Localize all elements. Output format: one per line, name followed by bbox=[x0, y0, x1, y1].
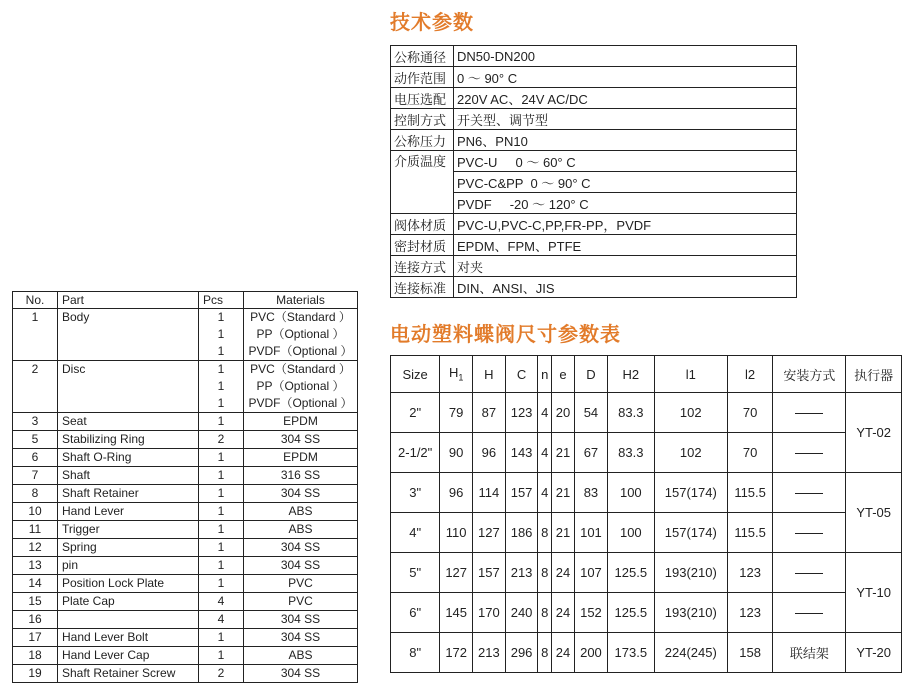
part-materials bbox=[244, 593, 358, 611]
parts-header-materials: Materials bbox=[244, 292, 358, 309]
dim-h: 157 bbox=[473, 553, 506, 593]
dim-actuator: YT-20 bbox=[846, 633, 902, 673]
dim-mount: 联结架 bbox=[773, 633, 846, 673]
part-material-value: EPDM bbox=[283, 414, 318, 428]
spec-value: 220V AC、24V AC/DC bbox=[454, 88, 797, 109]
part-pcs-value: 1 bbox=[217, 379, 225, 393]
part-pcs bbox=[199, 431, 244, 449]
spec-value: 开关型、调节型 bbox=[454, 109, 797, 130]
dim-actuator: YT-05 bbox=[846, 473, 902, 553]
dim-l2: 115.5 bbox=[727, 513, 773, 553]
dim-h1: 96 bbox=[440, 473, 473, 513]
part-no: 6 bbox=[13, 449, 58, 467]
part-pcs bbox=[199, 557, 244, 575]
part-no: 15 bbox=[13, 593, 58, 611]
spec-value: PVC-C&PP 0 ～ 90° C bbox=[454, 172, 797, 193]
part-pcs bbox=[199, 467, 244, 485]
part-no: 3 bbox=[13, 413, 58, 431]
dim-l2: 123 bbox=[727, 553, 773, 593]
dim-l2: 70 bbox=[727, 433, 773, 473]
spec-label: 公称压力 bbox=[391, 130, 454, 151]
parts-row bbox=[13, 539, 358, 557]
spec-row bbox=[391, 235, 797, 256]
dim-h: 213 bbox=[473, 633, 506, 673]
parts-row bbox=[13, 503, 358, 521]
spec-row bbox=[391, 151, 797, 172]
part-name: Position Lock Plate bbox=[58, 575, 199, 593]
parts-row bbox=[13, 485, 358, 503]
dim-size: 6" bbox=[391, 593, 440, 633]
parts-header-pcs: Pcs bbox=[199, 292, 244, 309]
dim-e: 21 bbox=[551, 513, 574, 553]
dim-h1: 172 bbox=[440, 633, 473, 673]
part-materials bbox=[244, 647, 358, 665]
dim-header-e: e bbox=[551, 356, 574, 393]
part-name: Spring bbox=[58, 539, 199, 557]
part-pcs-value: 2 bbox=[217, 666, 225, 680]
dim-mount bbox=[773, 433, 846, 473]
part-material-value: ABS bbox=[288, 648, 313, 662]
part-name: Stabilizing Ring bbox=[58, 431, 199, 449]
spec-label: 介质温度 bbox=[391, 151, 454, 214]
dim-h: 96 bbox=[473, 433, 506, 473]
part-pcs bbox=[199, 361, 244, 413]
spec-label: 动作范围 bbox=[391, 67, 454, 88]
part-materials bbox=[244, 629, 358, 647]
dim-h1: 110 bbox=[440, 513, 473, 553]
parts-row bbox=[13, 309, 358, 361]
dim-header-h: H bbox=[473, 356, 506, 393]
spec-value: DN50-DN200 bbox=[454, 46, 797, 67]
dim-n: 8 bbox=[538, 593, 552, 633]
dash-line bbox=[795, 533, 823, 534]
dim-c: 213 bbox=[505, 553, 538, 593]
part-material-value: EPDM bbox=[283, 450, 318, 464]
part-materials bbox=[244, 485, 358, 503]
part-no: 11 bbox=[13, 521, 58, 539]
dim-actuator: YT-02 bbox=[846, 393, 902, 473]
dim-h1: 90 bbox=[440, 433, 473, 473]
part-name: Hand Lever Bolt bbox=[58, 629, 199, 647]
dim-e: 24 bbox=[551, 553, 574, 593]
part-pcs bbox=[199, 503, 244, 521]
dim-h1: 79 bbox=[440, 393, 473, 433]
spec-value: PVDF -20 ～ 120° C bbox=[454, 193, 797, 214]
dim-row bbox=[391, 633, 902, 673]
parts-header-part: Part bbox=[58, 292, 199, 309]
dim-e: 21 bbox=[551, 473, 574, 513]
part-pcs-value: 1 bbox=[217, 310, 225, 324]
spec-row bbox=[391, 256, 797, 277]
parts-row bbox=[13, 575, 358, 593]
part-material-value: ABS bbox=[288, 522, 313, 536]
part-pcs-value: 1 bbox=[217, 576, 225, 590]
spec-row bbox=[391, 214, 797, 235]
spec-label: 阀体材质 bbox=[391, 214, 454, 235]
part-materials bbox=[244, 521, 358, 539]
dim-header-l1: l1 bbox=[654, 356, 727, 393]
dim-h: 114 bbox=[473, 473, 506, 513]
part-no: 7 bbox=[13, 467, 58, 485]
spec-row bbox=[391, 67, 797, 88]
part-material-value: 316 SS bbox=[280, 468, 321, 482]
dim-l1: 157(174) bbox=[654, 513, 727, 553]
parts-row bbox=[13, 647, 358, 665]
dim-d: 200 bbox=[575, 633, 608, 673]
parts-row bbox=[13, 611, 358, 629]
dim-c: 186 bbox=[505, 513, 538, 553]
spec-row bbox=[391, 109, 797, 130]
part-no: 10 bbox=[13, 503, 58, 521]
part-pcs-value: 1 bbox=[217, 450, 225, 464]
part-pcs-value: 2 bbox=[217, 432, 225, 446]
parts-row bbox=[13, 521, 358, 539]
parts-header-no: No. bbox=[13, 292, 58, 309]
dim-row bbox=[391, 513, 902, 553]
dim-d: 101 bbox=[575, 513, 608, 553]
part-name: Disc bbox=[58, 361, 199, 413]
part-name: Shaft Retainer bbox=[58, 485, 199, 503]
dim-mount bbox=[773, 513, 846, 553]
dim-d: 152 bbox=[575, 593, 608, 633]
part-pcs-value: 1 bbox=[217, 648, 225, 662]
part-no: 17 bbox=[13, 629, 58, 647]
spec-value: DIN、ANSI、JIS bbox=[454, 277, 797, 298]
dash-line bbox=[795, 413, 823, 414]
dim-n: 4 bbox=[538, 473, 552, 513]
dim-n: 4 bbox=[538, 433, 552, 473]
spec-value: 0 ～ 90° C bbox=[454, 67, 797, 88]
spec-label: 连接标准 bbox=[391, 277, 454, 298]
part-name: Shaft bbox=[58, 467, 199, 485]
dim-e: 24 bbox=[551, 593, 574, 633]
part-material-value: PP（Optional ） bbox=[256, 327, 345, 341]
spec-label: 电压选配 bbox=[391, 88, 454, 109]
part-no: 18 bbox=[13, 647, 58, 665]
part-materials bbox=[244, 413, 358, 431]
dash-line bbox=[795, 573, 823, 574]
parts-row bbox=[13, 449, 358, 467]
dim-d: 107 bbox=[575, 553, 608, 593]
part-pcs bbox=[199, 647, 244, 665]
dimensions-header-row bbox=[391, 356, 902, 393]
part-material-value: PVC bbox=[288, 594, 313, 608]
dash-line bbox=[795, 493, 823, 494]
dim-h2: 125.5 bbox=[607, 553, 654, 593]
part-pcs-value: 1 bbox=[217, 396, 225, 410]
part-pcs-value: 4 bbox=[217, 594, 225, 608]
part-pcs-value: 1 bbox=[217, 630, 225, 644]
dim-row bbox=[391, 473, 902, 513]
dim-h: 170 bbox=[473, 593, 506, 633]
dimensions-title: 电动塑料蝶阀尺寸参数表 bbox=[390, 322, 621, 346]
dim-row bbox=[391, 393, 902, 433]
part-name: Shaft Retainer Screw bbox=[58, 665, 199, 683]
parts-row bbox=[13, 467, 358, 485]
dim-l1: 102 bbox=[654, 393, 727, 433]
part-name: pin bbox=[58, 557, 199, 575]
part-materials bbox=[244, 361, 358, 413]
spec-label: 密封材质 bbox=[391, 235, 454, 256]
dim-c: 296 bbox=[505, 633, 538, 673]
dim-row bbox=[391, 433, 902, 473]
dim-header-d: D bbox=[575, 356, 608, 393]
spec-value: 对夹 bbox=[454, 256, 797, 277]
part-materials bbox=[244, 503, 358, 521]
part-pcs-value: 1 bbox=[217, 344, 225, 358]
spec-label: 公称通径 bbox=[391, 46, 454, 67]
dim-n: 4 bbox=[538, 393, 552, 433]
dim-l1: 224(245) bbox=[654, 633, 727, 673]
parts-row bbox=[13, 665, 358, 683]
dim-size: 2-1/2" bbox=[391, 433, 440, 473]
dim-mount bbox=[773, 553, 846, 593]
dim-h2: 173.5 bbox=[607, 633, 654, 673]
spec-value: PVC-U,PVC-C,PP,FR-PP，PVDF bbox=[454, 214, 797, 235]
parts-header-row bbox=[13, 292, 358, 309]
dim-e: 20 bbox=[551, 393, 574, 433]
dim-header-执行器: 执行器 bbox=[846, 356, 902, 393]
part-pcs bbox=[199, 611, 244, 629]
part-material-value: 304 SS bbox=[280, 630, 321, 644]
dim-header-size: Size bbox=[391, 356, 440, 393]
dash-line bbox=[795, 613, 823, 614]
part-material-value: 304 SS bbox=[280, 612, 321, 626]
part-name bbox=[58, 611, 199, 629]
dim-d: 83 bbox=[575, 473, 608, 513]
part-materials bbox=[244, 431, 358, 449]
dim-header-l2: l2 bbox=[727, 356, 773, 393]
dim-c: 143 bbox=[505, 433, 538, 473]
dim-h1: 127 bbox=[440, 553, 473, 593]
dim-header-subscript: 1 bbox=[458, 372, 464, 383]
part-no: 16 bbox=[13, 611, 58, 629]
spec-row bbox=[391, 277, 797, 298]
dim-l2: 70 bbox=[727, 393, 773, 433]
part-material-value: PVC bbox=[288, 576, 313, 590]
part-pcs-value: 1 bbox=[217, 558, 225, 572]
parts-row bbox=[13, 593, 358, 611]
part-materials bbox=[244, 557, 358, 575]
part-pcs-value: 1 bbox=[217, 504, 225, 518]
part-no: 1 bbox=[13, 309, 58, 361]
part-material-value: 304 SS bbox=[280, 486, 321, 500]
dim-header-c: C bbox=[505, 356, 538, 393]
part-material-value: PVC（Standard ） bbox=[250, 310, 351, 324]
part-pcs bbox=[199, 575, 244, 593]
dim-h2: 100 bbox=[607, 513, 654, 553]
parts-row bbox=[13, 361, 358, 413]
dim-e: 21 bbox=[551, 433, 574, 473]
dash-line bbox=[795, 453, 823, 454]
part-name: Plate Cap bbox=[58, 593, 199, 611]
part-no: 2 bbox=[13, 361, 58, 413]
spec-row bbox=[391, 88, 797, 109]
part-name: Hand Lever bbox=[58, 503, 199, 521]
dim-h2: 83.3 bbox=[607, 393, 654, 433]
part-no: 13 bbox=[13, 557, 58, 575]
part-pcs bbox=[199, 539, 244, 557]
dim-l1: 102 bbox=[654, 433, 727, 473]
dim-mount bbox=[773, 393, 846, 433]
part-pcs-value: 1 bbox=[217, 522, 225, 536]
dim-c: 157 bbox=[505, 473, 538, 513]
dim-n: 8 bbox=[538, 553, 552, 593]
part-material-value: 304 SS bbox=[280, 540, 321, 554]
part-pcs bbox=[199, 629, 244, 647]
spec-label: 连接方式 bbox=[391, 256, 454, 277]
dim-h: 127 bbox=[473, 513, 506, 553]
part-pcs-value: 1 bbox=[217, 327, 225, 341]
dim-size: 3" bbox=[391, 473, 440, 513]
part-no: 14 bbox=[13, 575, 58, 593]
dim-size: 4" bbox=[391, 513, 440, 553]
spec-row bbox=[391, 130, 797, 151]
part-no: 5 bbox=[13, 431, 58, 449]
dim-row bbox=[391, 593, 902, 633]
dim-n: 8 bbox=[538, 633, 552, 673]
part-no: 12 bbox=[13, 539, 58, 557]
dimensions-table bbox=[390, 355, 902, 673]
dim-mount bbox=[773, 593, 846, 633]
spec-title: 技术参数 bbox=[390, 10, 474, 34]
part-material-value: 304 SS bbox=[280, 432, 321, 446]
dim-l1: 157(174) bbox=[654, 473, 727, 513]
part-pcs-value: 1 bbox=[217, 414, 225, 428]
dim-actuator: YT-10 bbox=[846, 553, 902, 633]
part-pcs bbox=[199, 309, 244, 361]
part-pcs-value: 1 bbox=[217, 486, 225, 500]
part-name: Hand Lever Cap bbox=[58, 647, 199, 665]
spec-value: PVC-U 0 ～ 60° C bbox=[454, 151, 797, 172]
part-materials bbox=[244, 449, 358, 467]
part-material-value: PP（Optional ） bbox=[256, 379, 345, 393]
part-materials bbox=[244, 575, 358, 593]
spec-label: 控制方式 bbox=[391, 109, 454, 130]
parts-row bbox=[13, 557, 358, 575]
parts-row bbox=[13, 629, 358, 647]
part-materials bbox=[244, 539, 358, 557]
part-pcs bbox=[199, 521, 244, 539]
dim-header-n: n bbox=[538, 356, 552, 393]
dim-row bbox=[391, 553, 902, 593]
dim-size: 2" bbox=[391, 393, 440, 433]
parts-table bbox=[12, 291, 358, 683]
dim-e: 24 bbox=[551, 633, 574, 673]
part-material-value: PVC（Standard ） bbox=[250, 362, 351, 376]
dim-h: 87 bbox=[473, 393, 506, 433]
part-materials bbox=[244, 467, 358, 485]
part-material-value: 304 SS bbox=[280, 558, 321, 572]
dim-d: 54 bbox=[575, 393, 608, 433]
dim-h2: 83.3 bbox=[607, 433, 654, 473]
part-pcs-value: 1 bbox=[217, 540, 225, 554]
part-name: Seat bbox=[58, 413, 199, 431]
dim-h2: 100 bbox=[607, 473, 654, 513]
part-no: 19 bbox=[13, 665, 58, 683]
dim-size: 8" bbox=[391, 633, 440, 673]
part-material-value: ABS bbox=[288, 504, 313, 518]
part-name: Trigger bbox=[58, 521, 199, 539]
part-pcs bbox=[199, 593, 244, 611]
dim-l2: 158 bbox=[727, 633, 773, 673]
spec-value: PN6、PN10 bbox=[454, 130, 797, 151]
dim-l2: 123 bbox=[727, 593, 773, 633]
dim-header-h2: H2 bbox=[607, 356, 654, 393]
part-name: Body bbox=[58, 309, 199, 361]
part-pcs bbox=[199, 449, 244, 467]
dim-l1: 193(210) bbox=[654, 553, 727, 593]
dim-c: 123 bbox=[505, 393, 538, 433]
part-pcs-value: 4 bbox=[217, 612, 225, 626]
dim-header-h1: $H_1$ bbox=[440, 356, 473, 393]
spec-row bbox=[391, 46, 797, 67]
part-materials bbox=[244, 309, 358, 361]
part-material-value: PVDF（Optional ） bbox=[248, 396, 353, 410]
part-materials bbox=[244, 611, 358, 629]
dim-l1: 193(210) bbox=[654, 593, 727, 633]
part-materials bbox=[244, 665, 358, 683]
part-name: Shaft O-Ring bbox=[58, 449, 199, 467]
part-no: 8 bbox=[13, 485, 58, 503]
part-pcs bbox=[199, 413, 244, 431]
part-pcs bbox=[199, 485, 244, 503]
part-pcs bbox=[199, 665, 244, 683]
dim-size: 5" bbox=[391, 553, 440, 593]
dim-n: 8 bbox=[538, 513, 552, 553]
dim-c: 240 bbox=[505, 593, 538, 633]
dim-h2: 125.5 bbox=[607, 593, 654, 633]
part-material-value: 304 SS bbox=[280, 666, 321, 680]
parts-row bbox=[13, 431, 358, 449]
dim-header-安装方式: 安装方式 bbox=[773, 356, 846, 393]
dim-h1: 145 bbox=[440, 593, 473, 633]
spec-table bbox=[390, 45, 797, 298]
part-pcs-value: 1 bbox=[217, 468, 225, 482]
part-material-value: PVDF（Optional ） bbox=[248, 344, 353, 358]
dim-mount bbox=[773, 473, 846, 513]
parts-row bbox=[13, 413, 358, 431]
part-pcs-value: 1 bbox=[217, 362, 225, 376]
dim-l2: 115.5 bbox=[727, 473, 773, 513]
spec-value: EPDM、FPM、PTFE bbox=[454, 235, 797, 256]
dim-d: 67 bbox=[575, 433, 608, 473]
